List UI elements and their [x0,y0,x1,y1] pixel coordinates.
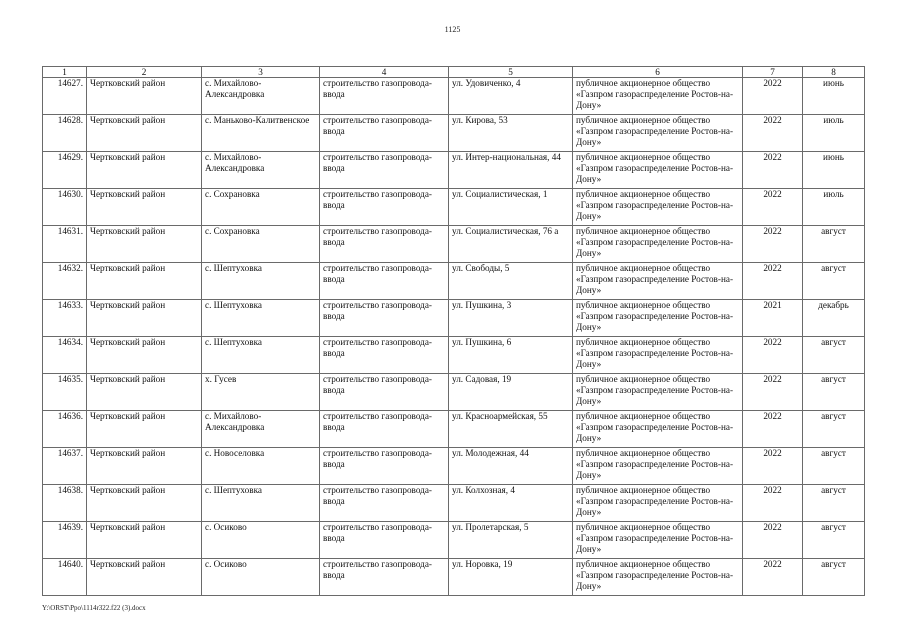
table-row [43,522,865,559]
row-number: 14638. [43,485,87,522]
month-cell: июль [803,115,865,152]
month-cell: август [803,522,865,559]
work-type-cell: строительство газопровода-ввода [320,411,449,448]
district-cell: Чертковский район [87,374,202,411]
work-type-cell: строительство газопровода-ввода [320,374,449,411]
month-cell: август [803,226,865,263]
table-row [43,78,865,115]
settlement-cell: с. Осиково [202,522,320,559]
table-row [43,337,865,374]
month-cell: август [803,448,865,485]
row-number: 14633. [43,300,87,337]
district-cell: Чертковский район [87,189,202,226]
district-cell: Чертковский район [87,522,202,559]
organization-cell: публичное акционерное общество «Газпром газораспределение Ростов-на-Дону» [573,485,743,522]
district-cell: Чертковский район [87,485,202,522]
row-number: 14628. [43,115,87,152]
work-type-cell: строительство газопровода-ввода [320,189,449,226]
organization-cell: публичное акционерное общество «Газпром газораспределение Ростов-на-Дону» [573,189,743,226]
year-cell: 2021 [743,300,803,337]
address-cell: ул. Социалистическая, 76 а [449,226,573,263]
row-number: 14634. [43,337,87,374]
year-cell: 2022 [743,374,803,411]
row-number: 14630. [43,189,87,226]
district-cell: Чертковский район [87,226,202,263]
year-cell: 2022 [743,411,803,448]
organization-cell: публичное акционерное общество «Газпром газораспределение Ростов-на-Дону» [573,78,743,115]
work-type-cell: строительство газопровода-ввода [320,78,449,115]
address-cell: ул. Интер-национальная, 44 [449,152,573,189]
work-type-cell: строительство газопровода-ввода [320,485,449,522]
month-cell: август [803,263,865,300]
work-type-cell: строительство газопровода-ввода [320,263,449,300]
row-number: 14629. [43,152,87,189]
year-cell: 2022 [743,115,803,152]
work-type-cell: строительство газопровода-ввода [320,559,449,596]
page-number: 1125 [444,25,461,34]
month-cell: август [803,411,865,448]
address-cell: ул. Социалистическая, 1 [449,189,573,226]
address-cell: ул. Красноармейская, 55 [449,411,573,448]
organization-cell: публичное акционерное общество «Газпром газораспределение Ростов-на-Дону» [573,226,743,263]
settlement-cell: с. Осиково [202,559,320,596]
column-header: 8 [803,67,865,78]
district-cell: Чертковский район [87,411,202,448]
settlement-cell: с. Шептуховка [202,485,320,522]
year-cell: 2022 [743,522,803,559]
organization-cell: публичное акционерное общество «Газпром газораспределение Ростов-на-Дону» [573,448,743,485]
organization-cell: публичное акционерное общество «Газпром газораспределение Ростов-на-Дону» [573,337,743,374]
month-cell: август [803,337,865,374]
settlement-cell: с. Новоселовка [202,448,320,485]
table-row [43,152,865,189]
month-cell: июнь [803,78,865,115]
district-cell: Чертковский район [87,559,202,596]
organization-cell: публичное акционерное общество «Газпром газораспределение Ростов-на-Дону» [573,522,743,559]
year-cell: 2022 [743,263,803,300]
organization-cell: публичное акционерное общество «Газпром газораспределение Ростов-на-Дону» [573,374,743,411]
settlement-cell: х. Гусев [202,374,320,411]
table-row [43,485,865,522]
month-cell: июнь [803,152,865,189]
organization-cell: публичное акционерное общество «Газпром газораспределение Ростов-на-Дону» [573,411,743,448]
column-header: 1 [43,67,87,78]
year-cell: 2022 [743,559,803,596]
address-cell: ул. Пушкина, 3 [449,300,573,337]
table-row [43,448,865,485]
year-cell: 2022 [743,78,803,115]
address-cell: ул. Удовиченко, 4 [449,78,573,115]
work-type-cell: строительство газопровода-ввода [320,115,449,152]
settlement-cell: с. Сохрановка [202,226,320,263]
address-cell: ул. Кирова, 53 [449,115,573,152]
settlement-cell: с. Сохрановка [202,189,320,226]
year-cell: 2022 [743,448,803,485]
address-cell: ул. Колхозная, 4 [449,485,573,522]
row-number: 14631. [43,226,87,263]
organization-cell: публичное акционерное общество «Газпром газораспределение Ростов-на-Дону» [573,115,743,152]
month-cell: декабрь [803,300,865,337]
year-cell: 2022 [743,337,803,374]
organization-cell: публичное акционерное общество «Газпром газораспределение Ростов-на-Дону» [573,152,743,189]
table-row [43,411,865,448]
table-row [43,226,865,263]
table-row [43,263,865,300]
district-cell: Чертковский район [87,78,202,115]
district-cell: Чертковский район [87,263,202,300]
year-cell: 2022 [743,152,803,189]
address-cell: ул. Свободы, 5 [449,263,573,300]
settlement-cell: с. Михайлово-Александровка [202,78,320,115]
organization-cell: публичное акционерное общество «Газпром газораспределение Ростов-на-Дону» [573,300,743,337]
row-number: 14636. [43,411,87,448]
row-number: 14637. [43,448,87,485]
table-row [43,115,865,152]
row-number: 14627. [43,78,87,115]
district-cell: Чертковский район [87,300,202,337]
district-cell: Чертковский район [87,448,202,485]
settlement-cell: с. Шептуховка [202,337,320,374]
table-row [43,189,865,226]
address-cell: ул. Пролетарская, 5 [449,522,573,559]
table-row [43,374,865,411]
organization-cell: публичное акционерное общество «Газпром газораспределение Ростов-на-Дону» [573,263,743,300]
settlement-cell: с. Маньково-Калитвенское [202,115,320,152]
row-number: 14639. [43,522,87,559]
address-cell: ул. Пушкина, 6 [449,337,573,374]
month-cell: август [803,559,865,596]
column-header: 6 [573,67,743,78]
address-cell: ул. Норовка, 19 [449,559,573,596]
row-number: 14635. [43,374,87,411]
district-cell: Чертковский район [87,337,202,374]
work-type-cell: строительство газопровода-ввода [320,152,449,189]
column-header: 2 [87,67,202,78]
work-type-cell: строительство газопровода-ввода [320,226,449,263]
settlement-cell: с. Михайлово-Александровка [202,152,320,189]
column-header: 4 [320,67,449,78]
table-body [43,78,865,596]
month-cell: август [803,374,865,411]
district-cell: Чертковский район [87,115,202,152]
month-cell: июль [803,189,865,226]
year-cell: 2022 [743,189,803,226]
month-cell: август [803,485,865,522]
work-type-cell: строительство газопровода-ввода [320,337,449,374]
header-row [43,67,865,78]
table-row [43,300,865,337]
column-header: 7 [743,67,803,78]
year-cell: 2022 [743,226,803,263]
work-type-cell: строительство газопровода-ввода [320,448,449,485]
settlement-cell: с. Шептуховка [202,300,320,337]
organization-cell: публичное акционерное общество «Газпром газораспределение Ростов-на-Дону» [573,559,743,596]
district-cell: Чертковский район [87,152,202,189]
address-cell: ул. Молодежная, 44 [449,448,573,485]
work-type-cell: строительство газопровода-ввода [320,522,449,559]
registry-table [42,66,865,596]
address-cell: ул. Садовая, 19 [449,374,573,411]
footer-file-path: Y:\ORST\Ppo\1114r322.f22 (3).docx [42,604,146,612]
table-row [43,559,865,596]
row-number: 14640. [43,559,87,596]
settlement-cell: с. Шептуховка [202,263,320,300]
column-header: 3 [202,67,320,78]
column-header: 5 [449,67,573,78]
year-cell: 2022 [743,485,803,522]
settlement-cell: с. Михайлово-Александровка [202,411,320,448]
row-number: 14632. [43,263,87,300]
work-type-cell: строительство газопровода-ввода [320,300,449,337]
